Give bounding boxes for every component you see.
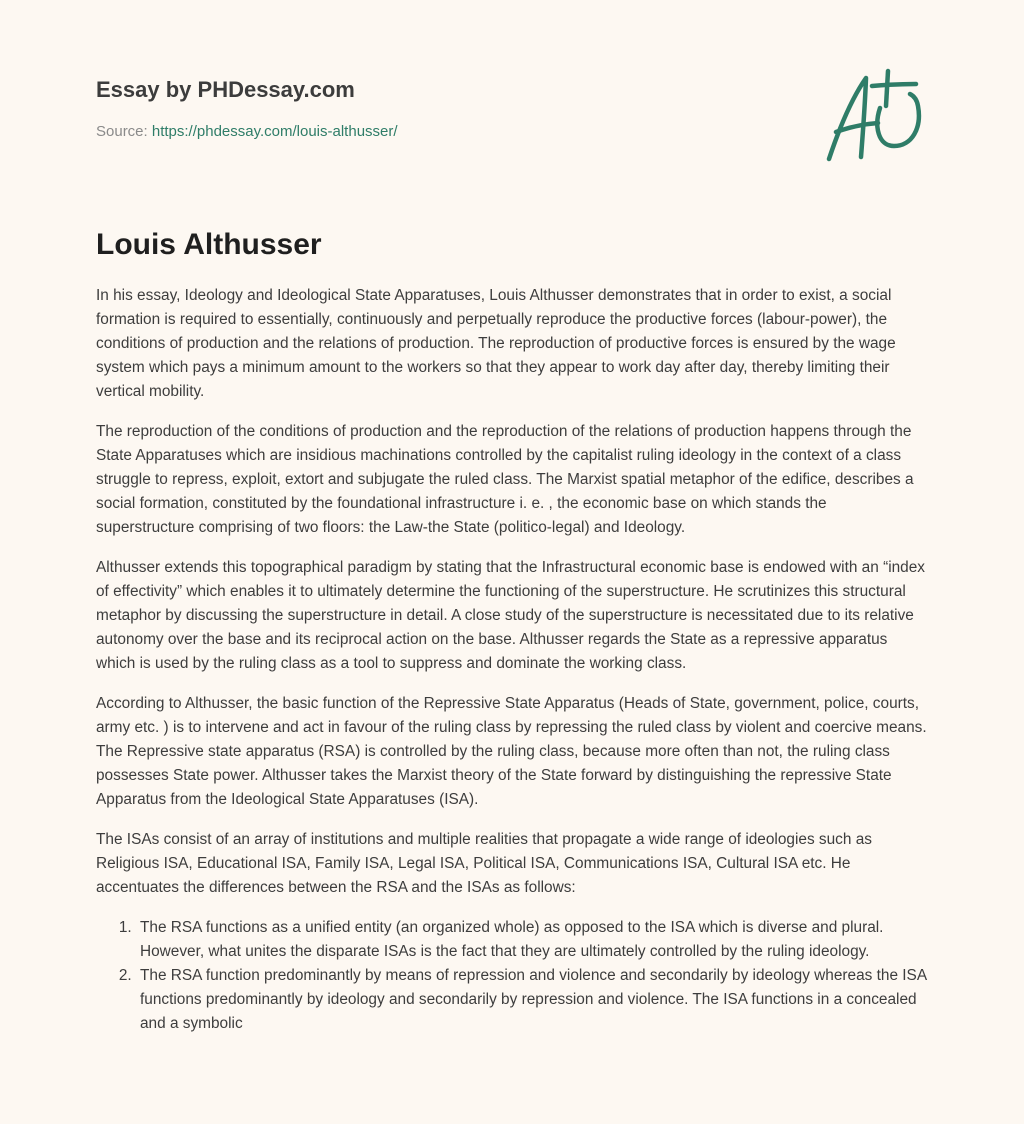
essay-header: [96, 76, 696, 142]
source-label: Source:: [96, 123, 152, 140]
article-body: [96, 284, 928, 1036]
paragraph: According to Althusser, the basic function of the Repressive State Apparatus (Heads of State, government, police, courts, army etc. ) is to intervene and act in favour of the ruling class by repressing the ruled class by violent and coercive means. The Repressive state apparatus (RSA) is controlled by the ruling class, because more often than not, the ruling class possesses State power. Althusser takes the Marxist theory of the State forward by distinguishing the repressive State Apparatus from the Ideological State Apparatuses (ISA).: [96, 695, 927, 808]
numbered-list: [96, 916, 928, 1036]
article-title: Louis Althusser: [96, 228, 322, 261]
a-plus-grade-icon: [822, 66, 932, 166]
list-item: 1. The RSA functions as a unified entity (an organized whole) as opposed to the ISA which is diverse and plural. However, what unites the disparate ISAs is the fact that they are ultimately controlled by the ruling ideology.: [136, 916, 928, 964]
paragraph: Althusser extends this topographical paradigm by stating that the Infrastructural economic base is endowed with an “index of effectivity” which enables it to ultimately determine the functioning of the superstructure. He scrutinizes this structural metaphor by discussing the superstructure in detail. A close study of the superstructure is necessitated due to its relative autonomy over the base and its reciprocal action on the base. Althusser regards the State as a repressive apparatus which is used by the ruling class as a tool to suppress and dominate the working class.: [96, 559, 925, 672]
site-brand: Essay by PHDessay.com: [96, 77, 355, 102]
list-item: 2. The RSA function predominantly by means of repression and violence and secondarily by ideology whereas the ISA functions predominantly by ideology and secondarily by repression and violence. The ISA functions in a concealed and a symbolic: [136, 964, 928, 1036]
paragraph: In his essay, Ideology and Ideological State Apparatuses, Louis Althusser demonstrates that in order to exist, a social formation is required to essentially, continuously and perpetually reproduce the productive forces (labour-power), the conditions of production and the relations of production. The reproduction of productive forces is ensured by the wage system which pays a minimum amount to the workers so that they appear to work day after day, thereby limiting their vertical mobility.: [96, 287, 896, 400]
source-link[interactable]: https://phdessay.com/louis-althusser/: [151, 123, 398, 140]
source-line: [96, 122, 696, 142]
paragraph: The reproduction of the conditions of production and the reproduction of the relations of production happens through the State Apparatuses which are insidious machinations controlled by the capitalist ruling ideology in the context of a class struggle to repress, exploit, extort and subjugate the ruled class. The Marxist spatial metaphor of the edifice, describes a social formation, constituted by the foundational infrastructure i. e. , the economic base on which stands the superstructure comprising of two floors: the Law-the State (politico-legal) and Ideology.: [96, 423, 914, 536]
paragraph: The ISAs consist of an array of institutions and multiple realities that propagate a wide range of ideologies such as Religious ISA, Educational ISA, Family ISA, Legal ISA, Political ISA, Communications ISA, Cultural ISA etc. He accentuates the differences between the RSA and the ISAs as follows:: [96, 831, 872, 896]
